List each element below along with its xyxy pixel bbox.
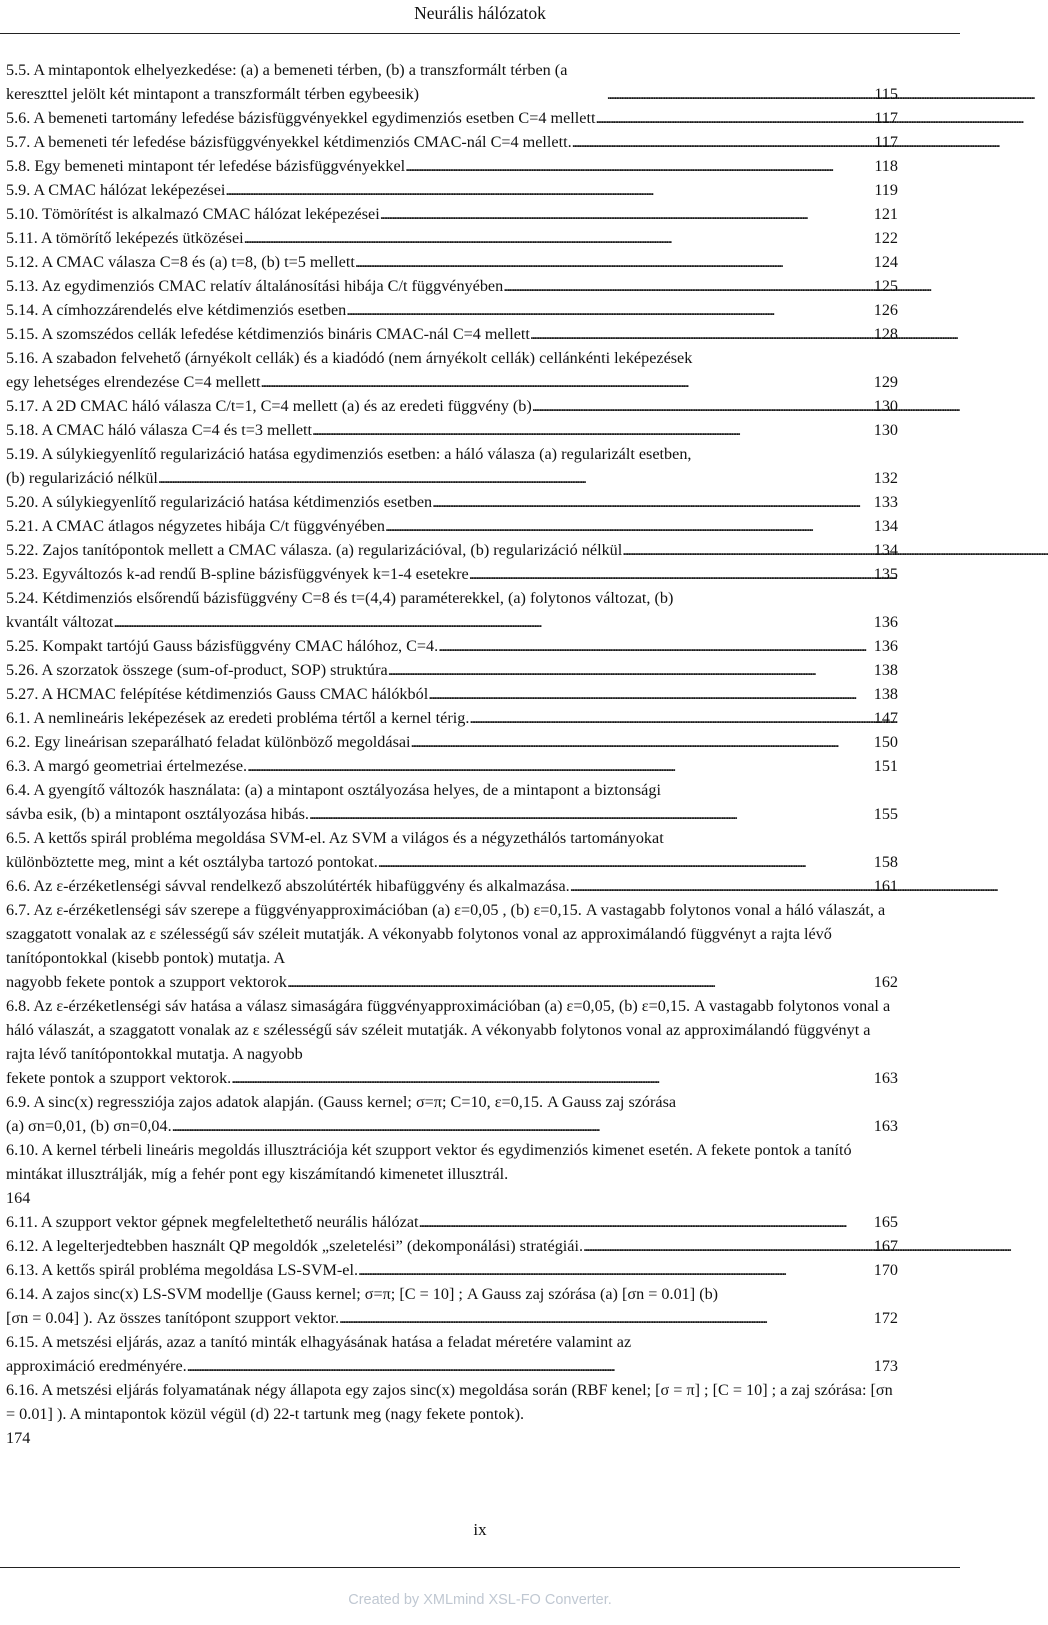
toc-entry[interactable]	[6, 730, 898, 754]
toc-page-number[interactable]: 167	[873, 1237, 898, 1255]
toc-page-number[interactable]: 138	[873, 661, 898, 679]
toc-page-number[interactable]: 135	[873, 565, 898, 583]
toc-leader-dots	[172, 1114, 868, 1138]
toc-entry-caption: 5.22. Zajos tanítópontok mellett a CMAC válasza. (a) regularizációval, (b) regularizáció nélkül	[6, 541, 623, 559]
toc-page-number[interactable]: 117	[874, 133, 898, 151]
toc-entry-caption: 6.6. Az ε-érzéketlenségi sávval rendelkező abszolútérték hibafüggvény és alkalmazása.	[6, 877, 570, 895]
toc-page-number[interactable]: 125	[873, 277, 898, 295]
toc-entry[interactable]	[6, 58, 898, 106]
toc-entry[interactable]	[6, 1378, 898, 1450]
toc-entry-line	[6, 1114, 898, 1138]
toc-leader-dots	[187, 1354, 868, 1378]
toc-leader-dots	[247, 754, 868, 778]
toc-entry-caption: 5.12. A CMAC válasza C=8 és (a) t=8, (b) t=5 mellett	[6, 253, 355, 271]
toc-entry[interactable]	[6, 586, 898, 634]
toc-entry[interactable]	[6, 1138, 898, 1210]
toc-entry-caption: 6.12. A legelterjedtebben használt QP megoldók „szeletelési” (dekomponálási) stratégiái.	[6, 1237, 584, 1255]
toc-entry[interactable]	[6, 634, 898, 658]
toc-entry[interactable]	[6, 322, 898, 346]
toc-entry-caption: sávba esik, (b) a mintapont osztályozása hibás.	[6, 805, 309, 823]
toc-leader-dots	[231, 1066, 868, 1090]
toc-leader-dots	[622, 538, 867, 562]
toc-entry-caption: 5.7. A bemeneti tér lefedése bázisfüggvényekkel kétdimenziós CMAC-nál C=4 mellett.	[6, 133, 572, 151]
running-header	[0, 2, 960, 24]
toc-entry[interactable]	[6, 778, 898, 826]
toc-entry-line	[6, 178, 898, 202]
toc-entry[interactable]	[6, 226, 898, 250]
toc-entry-line	[6, 850, 898, 874]
header-rule	[0, 33, 960, 34]
footer-rule	[0, 1567, 960, 1568]
toc-entry-caption: 6.3. A margó geometriai értelmezése.	[6, 757, 248, 775]
toc-page-number[interactable]: 121	[873, 205, 898, 223]
toc-leader-dots	[225, 178, 868, 202]
toc-leader-dots	[388, 658, 868, 682]
toc-leader-dots	[607, 82, 869, 106]
toc-page-number[interactable]: 155	[873, 805, 898, 823]
toc-page-number[interactable]: 147	[873, 709, 898, 727]
toc-entry-text: 6.7. Az ε-érzéketlenségi sáv szerepe a függvényapproximációban (a) ε=0,05 , (b) ε=0,15. A vastagabb folytonos vonal a háló válaszát, a szaggatott vonalak az ε szélességű sáv széleit mutatják. A vékonyabb folytonos vonal az approximálandó függvényt a rajta lévő tanítópontokkal (kisebb pontok) mutatja. A	[6, 901, 886, 967]
toc-entry-caption: 5.23. Egyváltozós k-ad rendű B-spline bázisfüggvények k=1-4 esetekre	[6, 565, 469, 583]
credit-brand[interactable]: XMLmind XSL-FO Converter.	[423, 1592, 612, 1608]
toc-entry-caption: egy lehetséges elrendezése C=4 mellett	[6, 373, 261, 391]
toc-leader-dots	[469, 706, 867, 730]
toc-entry-line	[6, 202, 898, 226]
toc-entry-line	[6, 58, 898, 106]
toc-entry-caption: 5.21. A CMAC átlagos négyzetes hibája C/t függvényében	[6, 517, 385, 535]
toc-leader-dots	[312, 418, 868, 442]
toc-leader-dots	[287, 970, 868, 994]
toc-entry-line	[6, 1066, 898, 1090]
toc-entry-text: 5.24. Kétdimenziós elsőrendű bázisfüggvény C=8 és t=(4,4) paraméterekkel, (a) folytonos változat, (b)	[6, 589, 674, 607]
toc-entry[interactable]	[6, 202, 898, 226]
toc-entry-caption: 5.8. Egy bemeneti mintapont tér lefedése bázisfüggvényekkel	[6, 157, 406, 175]
toc-entry-line	[6, 322, 898, 346]
toc-entry-line	[6, 706, 898, 730]
page-number: ix	[473, 1520, 487, 1539]
toc-entry-caption: approximáció eredményére.	[6, 1357, 187, 1375]
toc-entry-line	[6, 538, 898, 562]
toc-entry[interactable]	[6, 706, 898, 730]
toc-entry[interactable]	[6, 250, 898, 274]
toc-entry[interactable]	[6, 538, 898, 562]
toc-page-number[interactable]: 172	[873, 1309, 898, 1327]
toc-leader-dots	[595, 106, 868, 130]
toc-page-number[interactable]: 151	[873, 757, 898, 775]
toc-entry-caption: 5.20. A súlykiegyenlítő regularizáció hatása kétdimenziós esetben	[6, 493, 433, 511]
toc-entry-caption: 5.6. A bemeneti tartomány lefedése bázisfüggvényekkel egydimenziós esetben C=4 mellett	[6, 109, 596, 127]
toc-entry-line	[6, 730, 898, 754]
toc-entry-line	[6, 970, 898, 994]
toc-entry-caption: kvantált változat	[6, 613, 114, 631]
toc-leader-dots	[428, 682, 868, 706]
toc-leader-dots	[532, 394, 868, 418]
toc-entry[interactable]	[6, 1234, 898, 1258]
toc-page-number[interactable]: 136	[873, 637, 898, 655]
toc-entry[interactable]	[6, 178, 898, 202]
toc-page-number[interactable]: 136	[873, 613, 898, 631]
toc-entry-line	[6, 1258, 898, 1282]
toc-entry-caption: (a) σn=0,01, (b) σn=0,04.	[6, 1117, 172, 1135]
toc-page-number[interactable]: 118	[874, 157, 898, 175]
toc-entry[interactable]	[6, 1258, 898, 1282]
toc-page-number[interactable]: 133	[873, 493, 898, 511]
toc-page-number[interactable]: 150	[873, 733, 898, 751]
toc-entry-line	[6, 130, 898, 154]
toc-leader-dots	[339, 1306, 868, 1330]
toc-page-number[interactable]: 174	[6, 1429, 31, 1447]
toc-leader-dots	[432, 490, 868, 514]
toc-entry-caption: fekete pontok a szupport vektorok.	[6, 1069, 232, 1087]
toc-entry[interactable]	[6, 754, 898, 778]
toc-leader-dots	[405, 154, 868, 178]
toc-entry[interactable]	[6, 274, 898, 298]
toc-entry-caption: nagyobb fekete pontok a szupport vektorok	[6, 973, 287, 991]
toc-leader-dots	[438, 634, 868, 658]
toc-entry[interactable]	[6, 1210, 898, 1234]
toc-entry-caption: 6.2. Egy lineárisan szeparálható feladat különböző megoldásai	[6, 733, 411, 751]
toc-entry[interactable]	[6, 154, 898, 178]
toc-leader-dots	[380, 202, 868, 226]
toc-leader-dots	[570, 874, 868, 898]
toc-entry[interactable]	[6, 658, 898, 682]
toc-leader-dots	[572, 130, 869, 154]
toc-leader-dots	[378, 850, 868, 874]
toc-page-number[interactable]: 165	[873, 1213, 898, 1231]
toc-entry-caption: [σn = 0.04] ). Az összes tanítópont szupport vektor.	[6, 1309, 340, 1327]
toc-entry[interactable]	[6, 298, 898, 322]
toc-leader-dots	[261, 370, 868, 394]
toc-entry-caption: 5.26. A szorzatok összege (sum-of-product, SOP) struktúra	[6, 661, 388, 679]
toc-page-number[interactable]: 163	[873, 1117, 898, 1135]
toc-page-number[interactable]: 128	[873, 325, 898, 343]
toc-entry-line	[6, 106, 898, 130]
credit-prefix: Created by	[348, 1592, 424, 1608]
toc-leader-dots	[530, 322, 868, 346]
list-of-figures	[6, 58, 898, 1450]
toc-entry-line	[6, 1354, 898, 1378]
toc-entry-line	[6, 874, 898, 898]
toc-entry-line	[6, 802, 898, 826]
toc-entry-caption: 6.13. A kettős spirál probléma megoldása LS-SVM-el.	[6, 1261, 359, 1279]
toc-entry-caption: 5.14. A címhozzárendelés elve kétdimenziós esetben	[6, 301, 347, 319]
toc-entry-line	[6, 658, 898, 682]
toc-entry-line	[6, 466, 898, 490]
toc-entry[interactable]	[6, 1090, 898, 1138]
toc-entry-caption: 6.1. A nemlineáris leképezések az eredeti probléma tértől a kernel térig.	[6, 709, 470, 727]
toc-entry-line	[6, 226, 898, 250]
toc-entry-line	[6, 490, 898, 514]
toc-entry[interactable]	[6, 562, 898, 586]
toc-entry-caption: (b) regularizáció nélkül	[6, 469, 158, 487]
toc-entry[interactable]	[6, 346, 898, 394]
toc-entry[interactable]	[6, 994, 898, 1090]
toc-leader-dots	[244, 226, 868, 250]
converter-credit	[0, 1592, 960, 1608]
toc-entry-caption: 5.17. A 2D CMAC háló válasza C/t=1, C=4 mellett (a) és az eredeti függvény (b)	[6, 397, 532, 415]
toc-page-number[interactable]: 173	[873, 1357, 898, 1375]
toc-leader-dots	[355, 250, 868, 274]
toc-entry[interactable]	[6, 874, 898, 898]
toc-leader-dots	[346, 298, 867, 322]
toc-entry-caption: különböztette meg, mint a két osztályba tartozó pontokat.	[6, 853, 378, 871]
toc-entry-line	[6, 514, 898, 538]
toc-page-number[interactable]: 115	[874, 85, 898, 103]
toc-entry-line	[6, 682, 898, 706]
toc-page-number[interactable]: 138	[873, 685, 898, 703]
toc-entry-text: 6.9. A sinc(x) regressziója zajos adatok alapján. (Gauss kernel; σ=π; C=10, ε=0,15. A Gauss zaj szórása	[6, 1093, 677, 1111]
toc-entry-caption: 6.11. A szupport vektor gépnek megfeleltethető neurális hálózat	[6, 1213, 419, 1231]
toc-leader-dots	[309, 802, 868, 826]
toc-page-number[interactable]: 130	[873, 421, 898, 439]
toc-entry-line	[6, 418, 898, 442]
toc-page-number[interactable]: 130	[873, 397, 898, 415]
toc-entry[interactable]	[6, 442, 898, 490]
toc-leader-dots	[411, 730, 868, 754]
toc-leader-dots	[583, 1234, 868, 1258]
toc-entry-text: 6.14. A zajos sinc(x) LS-SVM modellje (Gauss kernel; σ=π; [C = 10] ; A Gauss zaj szórása (a) [σn = 0.01] (b)	[6, 1285, 719, 1303]
toc-entry-text: 6.16. A metszési eljárás folyamatának négy állapota egy zajos sinc(x) megoldása során (RBF kenel; [σ = π] ; [C = 10] ; a zaj szórása: [σn = 0.01] ). A mintapontok közül végül (d) 22-t tartunk meg (nagy fekete pontok).	[6, 1381, 893, 1423]
toc-page-number[interactable]: 132	[873, 469, 898, 487]
toc-entry-caption: 5.5. A mintapontok elhelyezkedése: (a) a bemeneti térben, (b) a transzformált térben (a kereszttel jelölt két mintapont a transzformált térben egybeesik)	[6, 61, 568, 103]
toc-entry[interactable]	[6, 490, 898, 514]
toc-page-number[interactable]: 170	[873, 1261, 898, 1279]
toc-entry-text: 5.16. A szabadon felvehető (árnyékolt cellák) és a kiadódó (nem árnyékolt cellák) cellánkénti leképezések	[6, 349, 693, 367]
toc-entry-text: 6.8. Az ε-érzéketlenségi sáv hatása a válasz simaságára függvényapproximációban (a) ε=0,05, (b) ε=0,15. A vastagabb folytonos vonal a háló válaszát, a szaggatott vonalak az ε szélességű sáv széleit mutatják. A vékonyabb folytonos vonal az approximálandó függvényt a rajta lévő tanítópontokkal mutatja. A nagyobb	[6, 997, 891, 1063]
toc-entry-caption: 5.9. A CMAC hálózat leképezései	[6, 181, 226, 199]
toc-entry[interactable]	[6, 682, 898, 706]
toc-leader-dots	[469, 562, 868, 586]
header-title: Neurális hálózatok	[414, 3, 546, 23]
toc-entry[interactable]	[6, 130, 898, 154]
toc-page-number[interactable]: 164	[6, 1189, 31, 1207]
toc-entry-line	[6, 634, 898, 658]
toc-page-number[interactable]: 129	[873, 373, 898, 391]
toc-page-number[interactable]: 161	[873, 877, 898, 895]
toc-entry-line	[6, 1234, 898, 1258]
toc-entry-caption: 5.10. Tömörítést is alkalmazó CMAC hálózat leképezései	[6, 205, 380, 223]
toc-leader-dots	[358, 1258, 868, 1282]
toc-entry-caption: 5.13. Az egydimenziós CMAC relatív általánosítási hibája C/t függvényében	[6, 277, 504, 295]
toc-entry[interactable]	[6, 514, 898, 538]
toc-entry-line	[6, 754, 898, 778]
toc-entry[interactable]	[6, 1282, 898, 1330]
toc-entry-line	[6, 154, 898, 178]
toc-page-number[interactable]: 163	[873, 1069, 898, 1087]
toc-entry-line	[6, 274, 898, 298]
toc-page-number[interactable]: 134	[873, 541, 898, 559]
toc-page-number[interactable]: 119	[874, 181, 898, 199]
toc-entry-line	[6, 610, 898, 634]
toc-entry-text: 6.15. A metszési eljárás, azaz a tanító minták elhagyásának hatása a feladat méretére valamint az	[6, 1333, 632, 1351]
toc-page-number[interactable]: 122	[873, 229, 898, 247]
toc-entry-line	[6, 250, 898, 274]
toc-leader-dots	[503, 274, 868, 298]
toc-entry-line	[6, 562, 898, 586]
toc-page-number[interactable]: 134	[873, 517, 898, 535]
toc-leader-dots	[419, 1210, 868, 1234]
toc-entry[interactable]	[6, 106, 898, 130]
toc-entry-line	[6, 1210, 898, 1234]
toc-entry-caption: 5.27. A HCMAC felépítése kétdimenziós Gauss CMAC hálókból	[6, 685, 429, 703]
toc-leader-dots	[385, 514, 868, 538]
toc-page-number[interactable]: 117	[874, 109, 898, 127]
toc-entry-text: 6.10. A kernel térbeli lineáris megoldás illusztrációja két szupport vektor és egydimenziós kimenet esetén. A fekete pontok a tanító mintákat illusztrálják, míg a fehér pont egy kiszámítandó kimenetet illusztrál.	[6, 1141, 852, 1183]
toc-entry-caption: 5.11. A tömörítő leképezés ütközései	[6, 229, 244, 247]
toc-leader-dots	[158, 466, 868, 490]
toc-entry-caption: 5.18. A CMAC háló válasza C=4 és t=3 mellett	[6, 421, 313, 439]
toc-entry-line	[6, 1306, 898, 1330]
toc-entry-caption: 5.25. Kompakt tartójú Gauss bázisfüggvény CMAC hálóhoz, C=4.	[6, 637, 439, 655]
toc-entry[interactable]	[6, 1330, 898, 1378]
toc-page-number[interactable]: 124	[873, 253, 898, 271]
toc-entry-caption: 5.15. A szomszédos cellák lefedése kétdimenziós bináris CMAC-nál C=4 mellett	[6, 325, 530, 343]
toc-entry-text: 5.19. A súlykiegyenlítő regularizáció hatása egydimenziós esetben: a háló válasza (a) regularizált esetben,	[6, 445, 692, 463]
toc-entry[interactable]	[6, 394, 898, 418]
toc-entry-text: 6.5. A kettős spirál probléma megoldása SVM-el. Az SVM a világos és a négyzethálós tartományokat	[6, 829, 664, 847]
toc-leader-dots	[113, 610, 867, 634]
toc-page-number[interactable]: 158	[873, 853, 898, 871]
toc-entry[interactable]	[6, 418, 898, 442]
toc-entry-line	[6, 298, 898, 322]
toc-page-number[interactable]: 126	[873, 301, 898, 319]
toc-page-number[interactable]: 162	[873, 973, 898, 991]
toc-entry-line	[6, 394, 898, 418]
toc-entry-line	[6, 370, 898, 394]
toc-entry[interactable]	[6, 826, 898, 874]
toc-entry[interactable]	[6, 898, 898, 994]
toc-entry-text: 6.4. A gyengítő változók használata: (a) a mintapont osztályozása helyes, de a mintapont a biztonsági	[6, 781, 661, 799]
